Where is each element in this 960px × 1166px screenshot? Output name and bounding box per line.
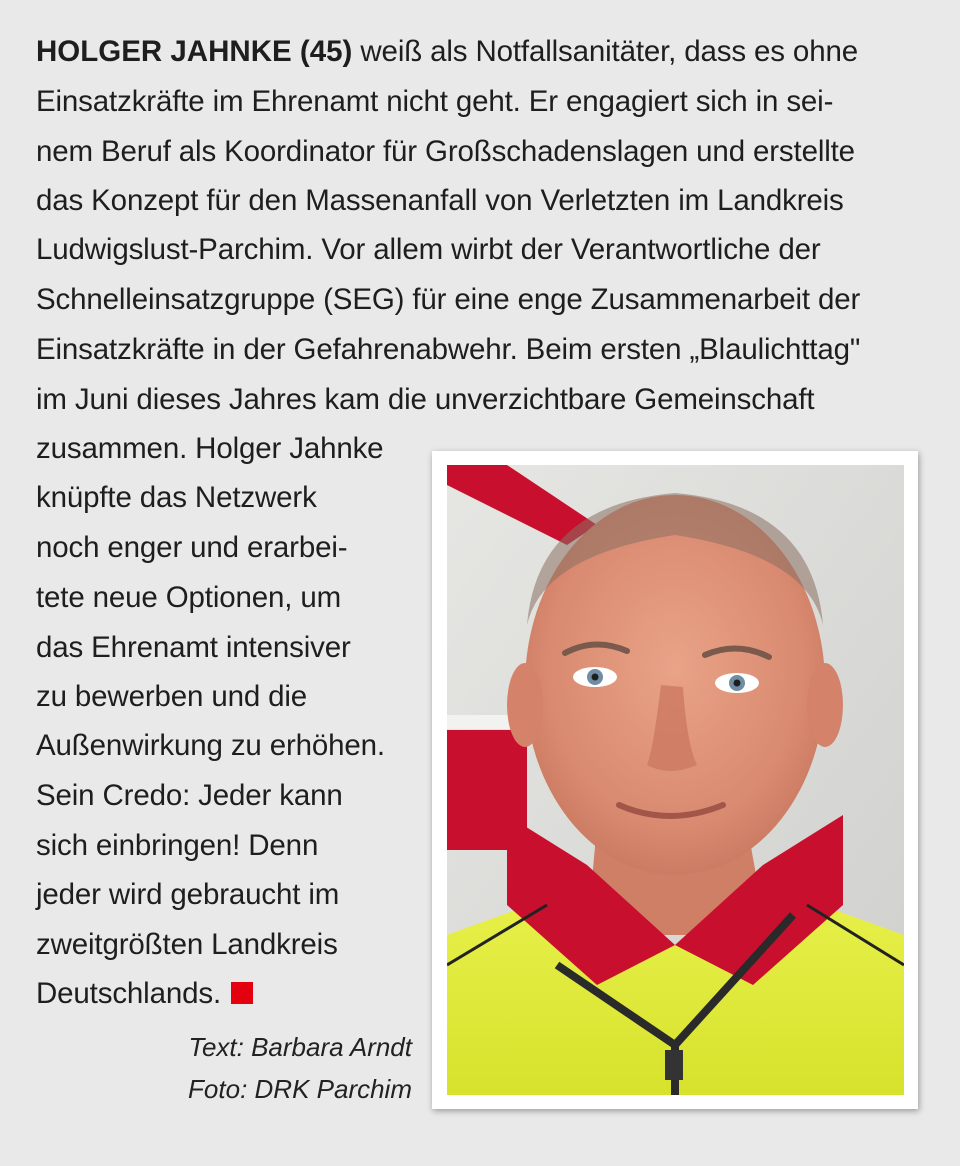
- portrait-photo: [447, 465, 904, 1095]
- text-line: jeder wird gebraucht im: [36, 878, 340, 911]
- text-line: Sein Credo: Jeder kann: [36, 779, 343, 812]
- portrait-illustration: [447, 465, 904, 1095]
- text-line: Außenwirkung zu erhöhen.: [36, 729, 385, 762]
- photo-credit: Foto: DRK Parchim: [188, 1074, 412, 1104]
- text-line-content: weiß als Notfallsanitäter, dass es ohne: [352, 35, 858, 68]
- text-line: Einsatzkräfte im Ehrenamt nicht geht. Er engagiert sich in sei-: [36, 85, 834, 118]
- text-line: zweitgrößten Landkreis: [36, 928, 338, 961]
- text-line: knüpfte das Netzwerk: [36, 481, 317, 514]
- text-line: Schnelleinsatzgruppe (SEG) für eine enge Zusammenarbeit der: [36, 283, 861, 316]
- text-line: noch enger und erarbei-: [36, 531, 348, 564]
- text-line: zu bewerben und die: [36, 680, 308, 713]
- text-credit: Text: Barbara Arndt: [188, 1032, 412, 1062]
- text-line: [36, 35, 858, 69]
- end-mark-square-icon: [231, 982, 253, 1004]
- text-line: zusammen. Holger Jahnke: [36, 432, 384, 465]
- text-line: nem Beruf als Koordinator für Großschadenslagen und erstellte: [36, 135, 855, 168]
- text-line: das Ehrenamt intensiver: [36, 631, 351, 664]
- text-line: im Juni dieses Jahres kam die unverzichtbare Gemeinschaft: [36, 383, 815, 416]
- text-line: sich einbringen! Denn: [36, 829, 319, 862]
- text-line: Einsatzkräfte in der Gefahrenabwehr. Beim ersten „Blaulichttag": [36, 333, 861, 366]
- person-name: HOLGER JAHNKE (45): [36, 35, 353, 68]
- text-line: das Konzept für den Massenanfall von Verletzten im Landkreis: [36, 184, 844, 217]
- text-line: tete neue Optionen, um: [36, 581, 342, 614]
- text-line: Ludwigslust-Parchim. Vor allem wirbt der Verantwortliche der: [36, 233, 821, 266]
- text-line-last: [36, 977, 253, 1011]
- text-line-content: Deutschlands.: [36, 977, 221, 1010]
